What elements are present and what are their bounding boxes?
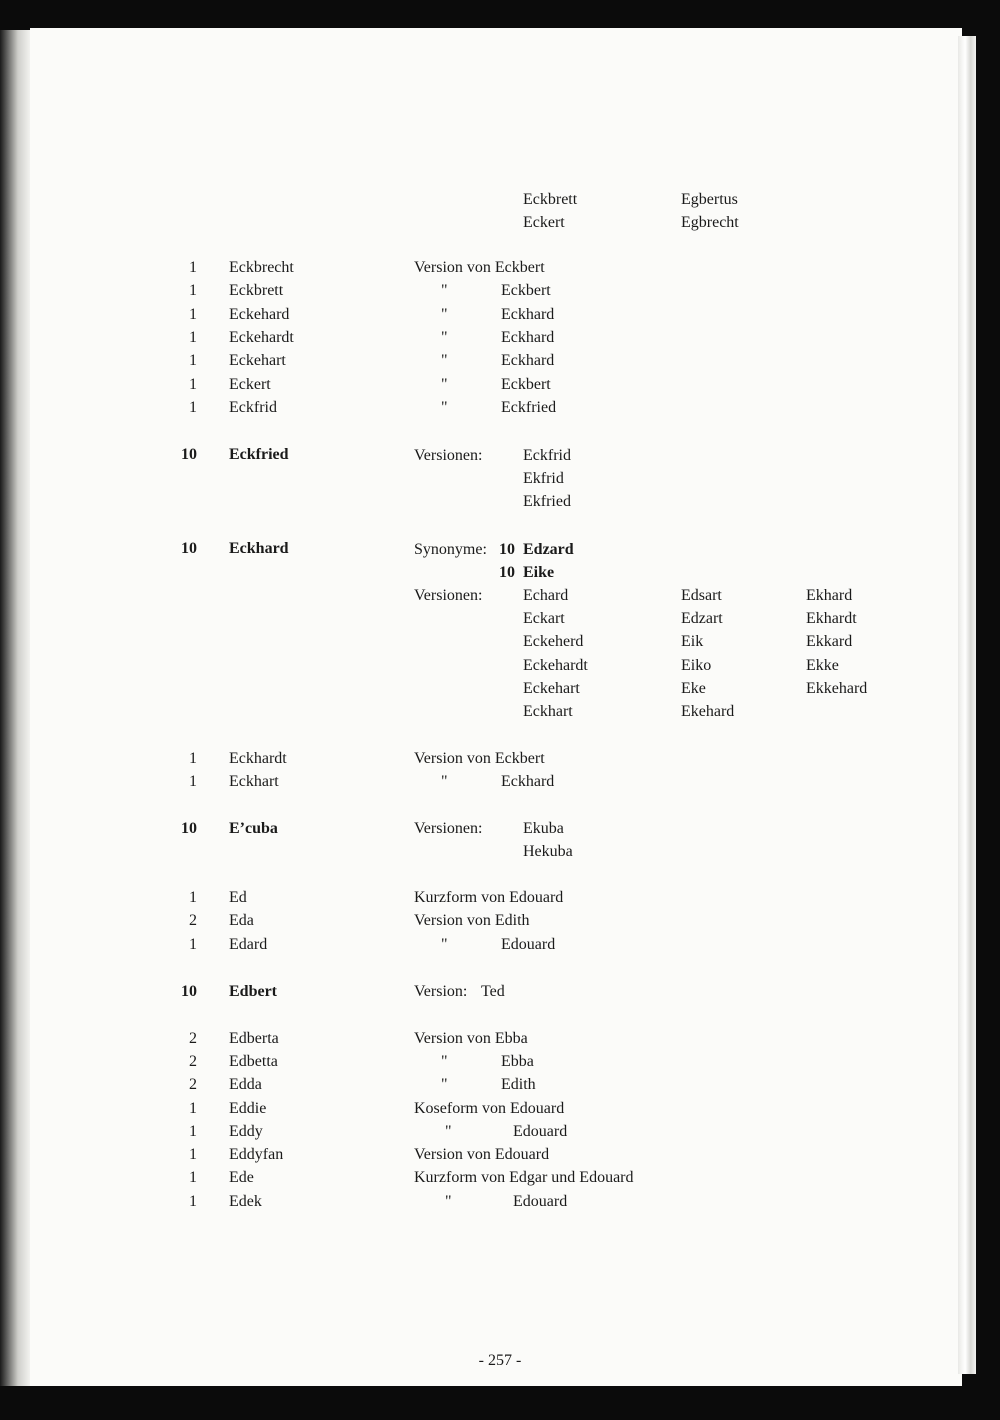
version-item: Ekfried: [523, 493, 571, 510]
version-label: Version:: [414, 983, 468, 1000]
ditto-mark: ": [441, 352, 448, 369]
entry-num: 1: [189, 936, 197, 953]
entry-num: 2: [189, 1030, 197, 1047]
entry-num: 1: [189, 1169, 197, 1186]
entry-ref: Edouard: [501, 936, 556, 953]
ditto-mark: ": [441, 376, 448, 393]
ditto-mark: ": [445, 1123, 452, 1140]
entry-num: 1: [189, 889, 197, 906]
version-item: Ekfrid: [523, 470, 564, 487]
entry-num: 10: [181, 540, 197, 557]
entry-num: 1: [189, 1123, 197, 1140]
entry-ref: Edouard: [513, 1193, 568, 1210]
cell-top-1-ref: Eckbrett: [523, 191, 578, 208]
ditto-mark: ": [441, 1076, 448, 1093]
version-item: Eckhart: [523, 703, 573, 720]
entry-num: 2: [189, 1076, 197, 1093]
entry-num: 1: [189, 306, 197, 323]
versions-label: Versionen:: [414, 587, 483, 604]
entry-num: 1: [189, 1100, 197, 1117]
page-edge-right: [958, 36, 976, 1374]
entry-name: Edbert: [229, 983, 277, 1000]
entry-name: Ede: [229, 1169, 254, 1186]
entry-ref: Eckbert: [501, 282, 551, 299]
ditto-mark: ": [445, 1193, 452, 1210]
version-item: Ekehard: [681, 703, 735, 720]
version-item: Ekke: [806, 657, 839, 674]
version-item: Edsart: [681, 587, 722, 604]
entry-label: Kurzform von Edgar und Edouard: [414, 1169, 634, 1186]
ditto-mark: ": [441, 1053, 448, 1070]
versions-label: Versionen:: [414, 820, 483, 837]
entry-name: Edek: [229, 1193, 262, 1210]
synonym-name: Eike: [523, 564, 555, 581]
version-item: Eckehardt: [523, 657, 588, 674]
entry-label: Version von Edouard: [414, 1146, 550, 1163]
entry-ref: Edith: [501, 1076, 536, 1093]
versions-label: Versionen:: [414, 447, 483, 464]
entry-label: Version von Eckbert: [414, 259, 545, 276]
entry-num: 1: [189, 750, 197, 767]
page-edge-left: [0, 30, 30, 1386]
version-item: Eke: [681, 680, 706, 697]
entry-num: 1: [189, 376, 197, 393]
version-item: Eckfrid: [523, 447, 571, 464]
synonym-num: 10: [499, 564, 515, 581]
entry-name: Eckhard: [229, 540, 289, 557]
version-item: Hekuba: [523, 843, 573, 860]
entry-name: Edard: [229, 936, 268, 953]
version-item: Edzart: [681, 610, 723, 627]
entry-name: Eckbrett: [229, 282, 284, 299]
version-item: Eik: [681, 633, 704, 650]
entry-num: 10: [181, 446, 197, 463]
entry-ref: Eckhard: [501, 306, 555, 323]
version-item: Ekhard: [806, 587, 853, 604]
entry-name: Eddie: [229, 1100, 267, 1117]
entry-name: Eckbrecht: [229, 259, 294, 276]
entry-num: 1: [189, 352, 197, 369]
entry-ref: Eckbert: [501, 376, 551, 393]
entry-num: 1: [189, 773, 197, 790]
version-item: Eckeherd: [523, 633, 584, 650]
entry-num: 2: [189, 1053, 197, 1070]
entry-ref: Eckhard: [501, 773, 555, 790]
ditto-mark: ": [441, 306, 448, 323]
ditto-mark: ": [441, 399, 448, 416]
entry-num: 1: [189, 1146, 197, 1163]
entry-num: 10: [181, 820, 197, 837]
entry-name: Eckehart: [229, 352, 286, 369]
version-item: Eckehart: [523, 680, 580, 697]
version-item: Ekhardt: [806, 610, 857, 627]
entry-label: Kurzform von Edouard: [414, 889, 564, 906]
entry-num: 1: [189, 329, 197, 346]
synonym-num: 10: [499, 541, 515, 558]
entry-name: Ed: [229, 889, 247, 906]
entry-name: E’cuba: [229, 820, 278, 837]
version-item: Eckart: [523, 610, 565, 627]
entry-name: Eddy: [229, 1123, 263, 1140]
entry-name: Eckhardt: [229, 750, 287, 767]
entry-ref: Eckfried: [501, 399, 557, 416]
version-item: Echard: [523, 587, 569, 604]
entry-num: 1: [189, 1193, 197, 1210]
version-item: Ekkard: [806, 633, 853, 650]
page-number: - 257 -: [478, 1352, 522, 1369]
synonyms-label: Synonyme:: [414, 541, 487, 558]
version-item: Ekuba: [523, 820, 564, 837]
entry-label: Koseform von Edouard: [414, 1100, 565, 1117]
entry-label: Version von Ebba: [414, 1030, 528, 1047]
entry-name: Edbetta: [229, 1053, 278, 1070]
entry-num: 1: [189, 282, 197, 299]
entry-name: Edda: [229, 1076, 262, 1093]
entry-label: Version von Eckbert: [414, 750, 545, 767]
entry-name: Eddyfan: [229, 1146, 284, 1163]
version-item: Eiko: [681, 657, 712, 674]
version-item: Ekkehard: [806, 680, 868, 697]
cell-top-2-col2: Egbrecht: [681, 214, 739, 231]
entry-name: Eckehardt: [229, 329, 294, 346]
entry-num: 2: [189, 912, 197, 929]
entry-num: 1: [189, 399, 197, 416]
entry-label: Version von Edith: [414, 912, 530, 929]
entry-name: Eda: [229, 912, 254, 929]
ditto-mark: ": [441, 773, 448, 790]
ditto-mark: ": [441, 936, 448, 953]
entry-name: Eckfrid: [229, 399, 277, 416]
entry-name: Eckhart: [229, 773, 279, 790]
entry-ref: Ebba: [501, 1053, 534, 1070]
ditto-mark: ": [441, 329, 448, 346]
entry-ref: Edouard: [513, 1123, 568, 1140]
cell-top-2-ref: Eckert: [523, 214, 565, 231]
ditto-mark: ": [441, 282, 448, 299]
entry-num: 10: [181, 983, 197, 1000]
entry-name: Eckehard: [229, 306, 290, 323]
cell-top-1-col2: Egbertus: [681, 191, 738, 208]
entry-name: Edberta: [229, 1030, 279, 1047]
entry-ref: Eckhard: [501, 329, 555, 346]
entry-name: Eckert: [229, 376, 271, 393]
entry-ref: Eckhard: [501, 352, 555, 369]
entry-ref: Ted: [481, 983, 505, 1000]
entry-name: Eckfried: [229, 446, 289, 463]
synonym-name: Edzard: [523, 541, 574, 558]
entry-num: 1: [189, 259, 197, 276]
